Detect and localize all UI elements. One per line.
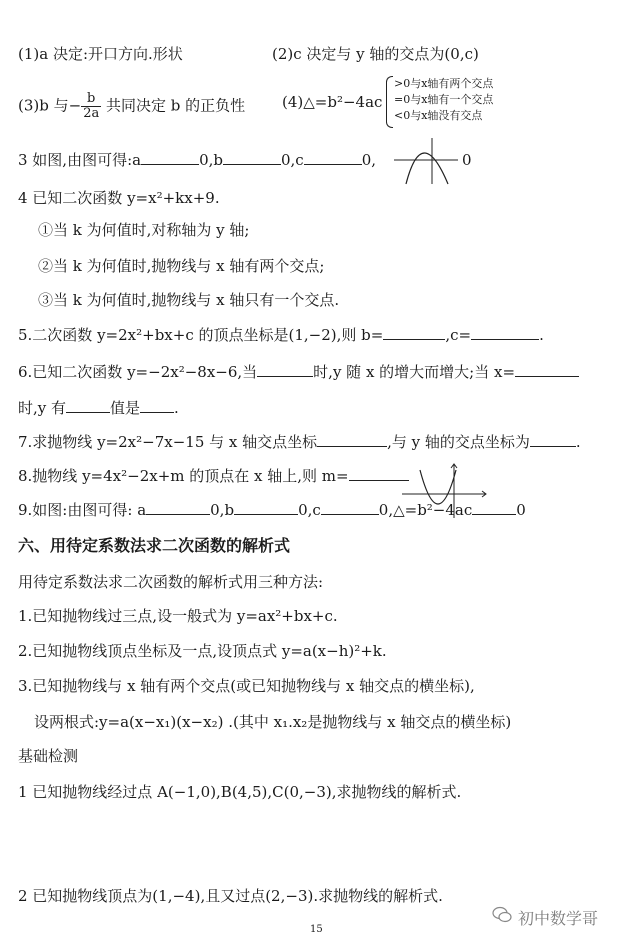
- q9-text-c: 0,c: [298, 501, 321, 519]
- blank[interactable]: [146, 500, 210, 515]
- section-heading: 六、用待定系数法求二次函数的解析式: [18, 536, 291, 555]
- case-one-root: =0与x轴有一个交点: [394, 93, 494, 106]
- fraction-denominator: 2a: [83, 106, 100, 121]
- watermark: 初中数学哥: [518, 909, 599, 928]
- question-4-part-1: ①当 k 为何值时,对称轴为 y 轴;: [38, 221, 250, 239]
- question-9: [18, 500, 526, 520]
- question-8: [18, 466, 409, 486]
- q9-text-e: 0: [516, 501, 526, 519]
- question-7: [18, 432, 581, 452]
- property-c: (2)c 决定与 y 轴的交点为(0,c): [272, 45, 479, 63]
- exercise-1: 1 已知抛物线经过点 A(−1,0),B(4,5),C(0,−3),求抛物线的解析式.: [18, 783, 462, 801]
- q6-text-e: .: [174, 399, 179, 417]
- q3-text-b: 0,b: [199, 151, 223, 169]
- q7-text-b: ,与 y 轴的交点坐标为: [387, 433, 530, 451]
- q3-end: 0: [462, 151, 472, 169]
- property-b-post: 共同决定 b 的正负性: [106, 96, 246, 115]
- case-no-roots: <0与x轴没有交点: [394, 109, 483, 122]
- method-2: 2.已知抛物线顶点坐标及一点,设顶点式 y=a(x−h)²+k.: [18, 642, 387, 660]
- blank[interactable]: [66, 398, 110, 413]
- q8-text-a: 8.抛物线 y=4x²−2x+m 的顶点在 x 轴上,则 m=: [18, 467, 349, 485]
- question-6: [18, 362, 579, 382]
- blank[interactable]: [317, 432, 387, 447]
- case-two-roots: >0与x轴有两个交点: [394, 77, 494, 90]
- parabola-graph-icon: [392, 138, 464, 186]
- q7-text-c: .: [575, 433, 581, 451]
- blank[interactable]: [471, 325, 539, 340]
- blank[interactable]: [383, 325, 445, 340]
- q9-text-a: 9.如图:由图可得: a: [18, 501, 147, 519]
- method-1: 1.已知抛物线过三点,设一般式为 y=ax²+bx+c.: [18, 607, 338, 625]
- fraction-numerator: b: [81, 92, 101, 107]
- page-number: 15: [310, 924, 323, 935]
- q6-text-c: 时,y 有: [18, 399, 67, 417]
- q7-text-a: 7.求抛物线 y=2x²−7x−15 与 x 轴交点坐标: [18, 433, 318, 451]
- blank[interactable]: [515, 362, 579, 377]
- q9-text-d: 0,△=b²−4ac: [378, 501, 473, 519]
- exercise-2: 2 已知抛物线顶点为(1,−4),且又过点(2,−3).求抛物线的解析式.: [18, 887, 443, 905]
- brace-icon: [386, 76, 393, 128]
- blank[interactable]: [530, 432, 576, 447]
- question-4-part-2: ②当 k 为何值时,抛物线与 x 轴有两个交点;: [38, 257, 325, 275]
- question-5: [18, 325, 544, 345]
- question-4-part-3: ③当 k 为何值时,抛物线与 x 轴只有一个交点.: [38, 291, 340, 309]
- fraction-b-2a: [81, 92, 101, 121]
- q6-text-a: 6.已知二次函数 y=−2x²−8x−6,当: [18, 363, 258, 381]
- q9-text-b: 0,b: [210, 501, 235, 519]
- blank[interactable]: [257, 362, 313, 377]
- wechat-icon: [492, 906, 512, 924]
- blank[interactable]: [349, 466, 409, 481]
- blank[interactable]: [472, 500, 516, 515]
- blank[interactable]: [321, 500, 379, 515]
- question-6-cont: [18, 398, 179, 418]
- property-a: (1)a 决定:开口方向.形状: [18, 45, 183, 63]
- blank[interactable]: [141, 150, 199, 165]
- property-b-pre: (3)b 与−: [18, 96, 82, 115]
- q3-text-a: 3 如图,由图可得:a: [18, 151, 142, 169]
- discriminant: (4)△=b²−4ac: [282, 93, 383, 111]
- q5-text-b: ,c=: [445, 326, 472, 344]
- q5-text-c: .: [539, 326, 544, 344]
- q3-text-d: 0,: [361, 151, 377, 169]
- blank[interactable]: [304, 150, 362, 165]
- blank[interactable]: [140, 398, 174, 413]
- question-4: 4 已知二次函数 y=x²+kx+9.: [18, 189, 220, 207]
- property-b: [18, 92, 245, 121]
- q3-text-c: 0,c: [281, 151, 304, 169]
- q5-text-a: 5.二次函数 y=2x²+bx+c 的顶点坐标是(1,−2),则 b=: [18, 326, 384, 344]
- basic-check-heading: 基础检测: [18, 747, 79, 765]
- method-3-detail: 设两根式:y=a(x−x₁)(x−x₂) .(其中 x₁.x₂是抛物线与 x 轴交点的横坐标): [34, 713, 512, 731]
- method-intro: 用待定系数法求二次函数的解析式用三种方法:: [18, 573, 324, 591]
- q6-text-d: 值是: [110, 399, 141, 417]
- blank[interactable]: [234, 500, 298, 515]
- q6-text-b: 时,y 随 x 的增大而增大;当 x=: [313, 363, 516, 381]
- method-3: 3.已知抛物线与 x 轴有两个交点(或已知抛物线与 x 轴交点的横坐标),: [18, 677, 475, 695]
- question-3: [18, 150, 376, 170]
- blank[interactable]: [223, 150, 281, 165]
